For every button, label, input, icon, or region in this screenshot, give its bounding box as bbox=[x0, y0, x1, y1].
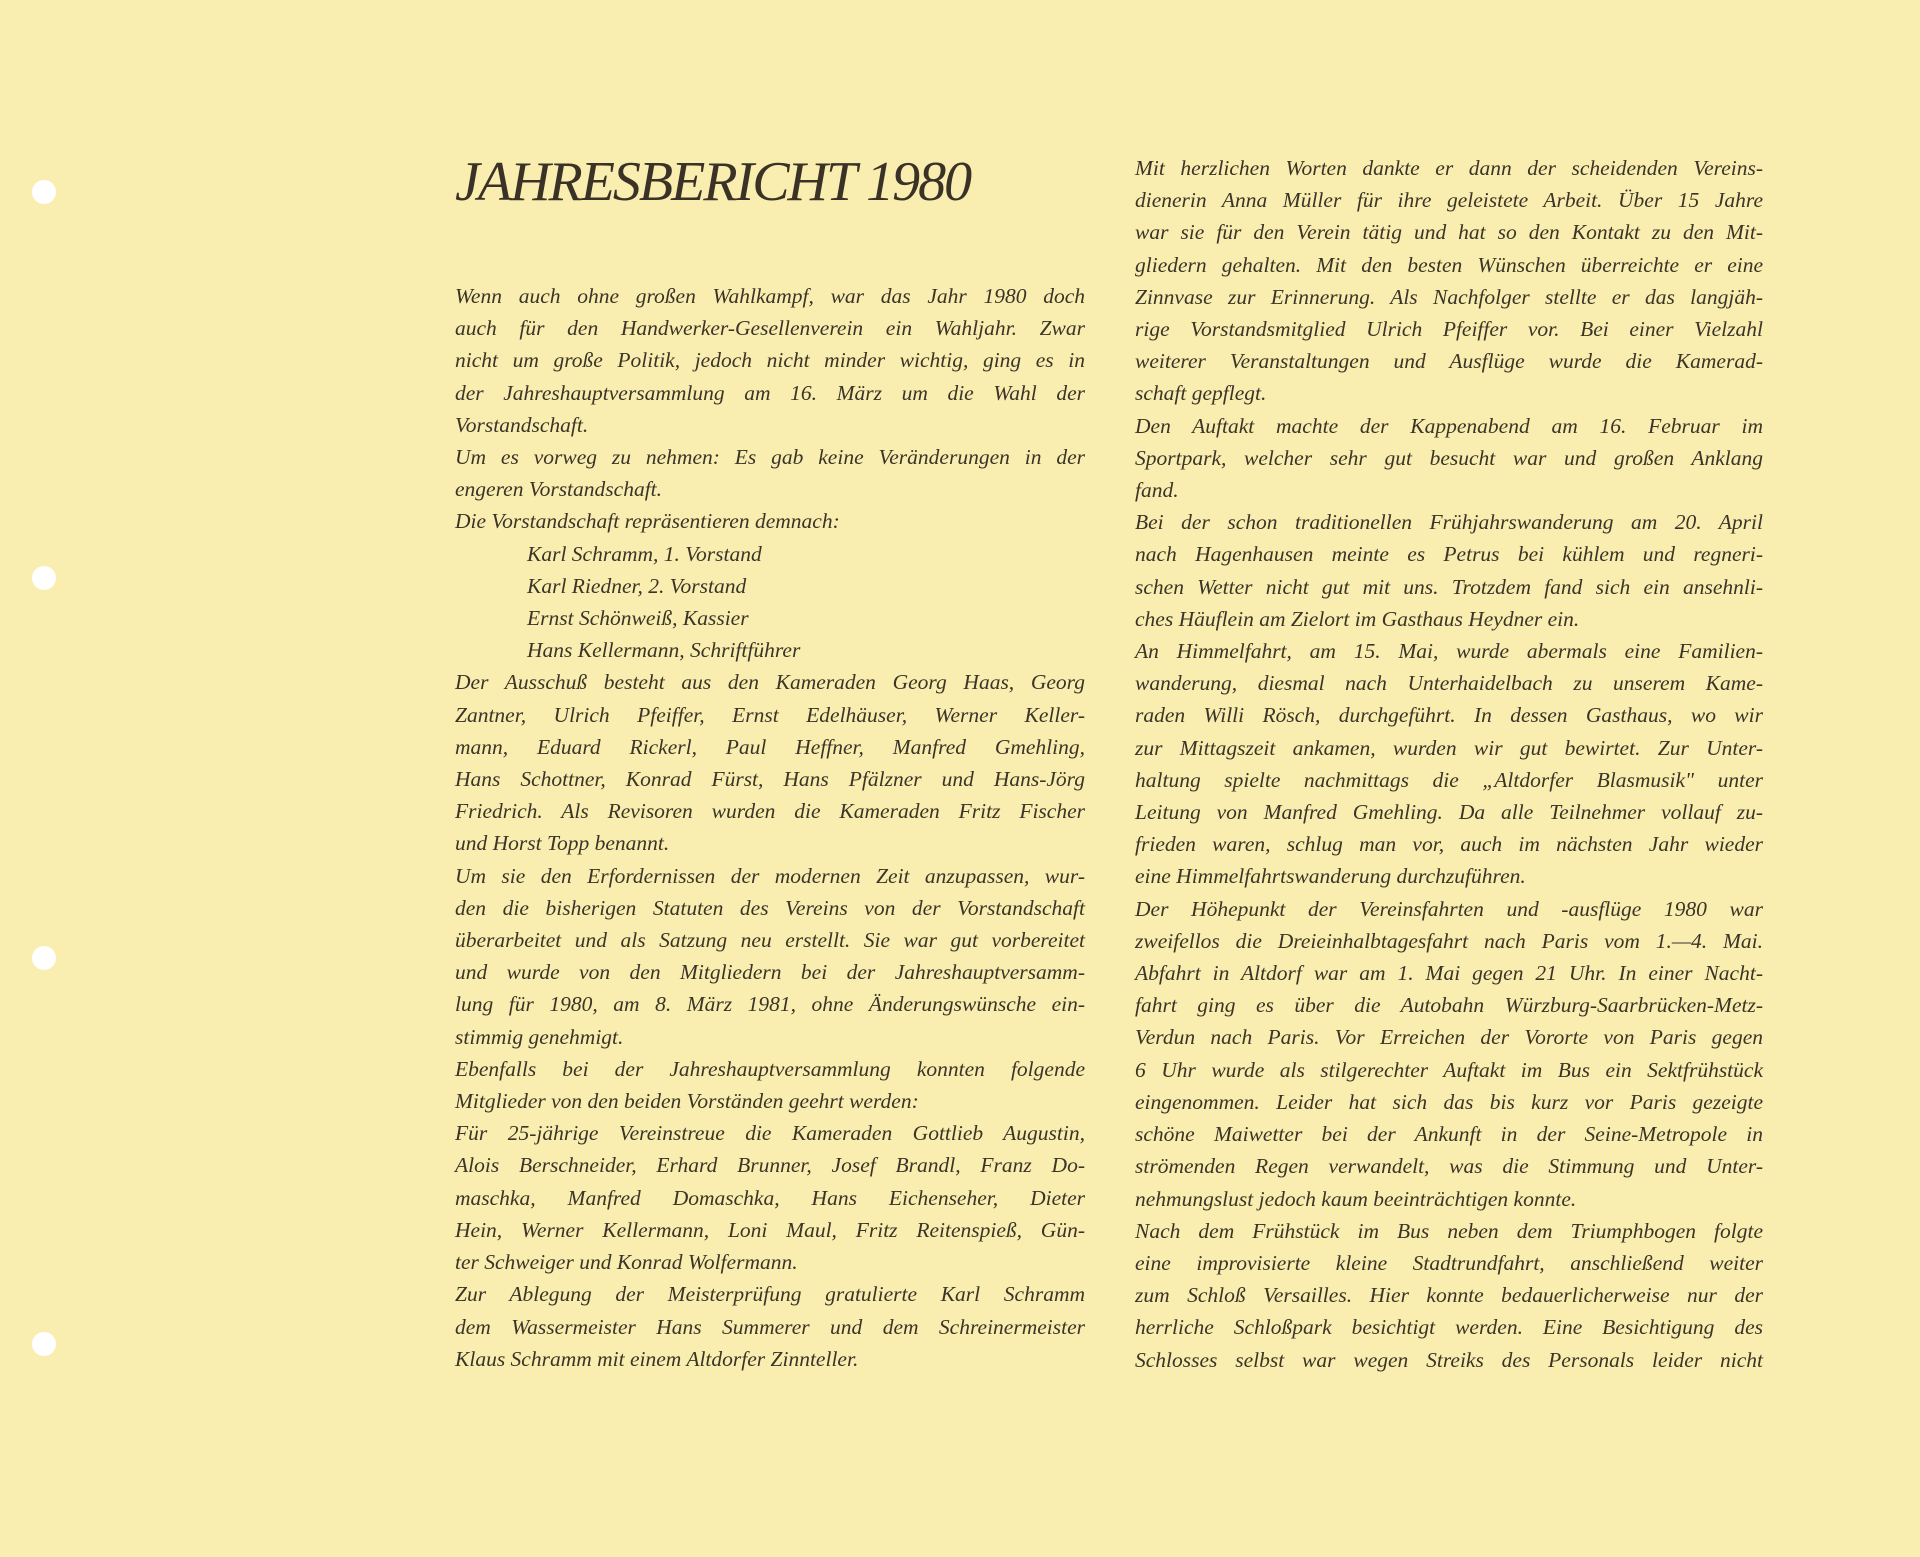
text-line: Ebenfalls bei der Jahreshauptversammlung konnten folgende bbox=[455, 1056, 1085, 1081]
text-line: Ernst Schönweiß, Kassier bbox=[527, 606, 749, 631]
text-line: haltung spielte nachmittags die „Altdorfer Blasmusik" unter bbox=[1135, 767, 1763, 792]
text-line: Verdun nach Paris. Vor Erreichen der Vororte von Paris gegen bbox=[1135, 1025, 1763, 1050]
text-line: zweifellos die Dreieinhalbtagesfahrt nach Paris vom 1.—4. Mai. bbox=[1135, 928, 1763, 953]
text-line: zur Mittagszeit ankamen, wurden wir gut bewirtet. Zur Unter- bbox=[1135, 735, 1763, 760]
text-line: war sie für den Verein tätig und hat so den Kontakt zu den Mit- bbox=[1135, 220, 1763, 245]
text-line: Zinnvase zur Erinnerung. Als Nachfolger stellte er das langjäh- bbox=[1135, 284, 1763, 309]
binder-hole bbox=[32, 180, 56, 204]
text-line: frieden waren, schlug man vor, auch im nächsten Jahr wieder bbox=[1135, 832, 1763, 857]
text-line: Die Vorstandschaft repräsentieren demnach: bbox=[455, 509, 840, 534]
text-line: Wenn auch ohne großen Wahlkampf, war das Jahr 1980 doch bbox=[455, 284, 1085, 308]
text-line: Abfahrt in Altdorf war am 1. Mai gegen 21 Uhr. In einer Nacht- bbox=[1135, 961, 1763, 986]
text-line: Alois Berschneider, Erhard Brunner, Josef Brandl, Franz Do- bbox=[455, 1153, 1085, 1178]
text-line: fahrt ging es über die Autobahn Würzburg-Saarbrücken-Metz- bbox=[1135, 993, 1763, 1018]
text-line: Leitung von Manfred Gmehling. Da alle Teilnehmer vollauf zu- bbox=[1135, 800, 1763, 825]
text-line: ches Häuflein am Zielort im Gasthaus Heydner ein. bbox=[1135, 606, 1580, 631]
text-line: raden Willi Rösch, durchgeführt. In dessen Gasthaus, wo wir bbox=[1135, 703, 1763, 728]
text-line: ter Schweiger und Konrad Wolfermann. bbox=[455, 1250, 798, 1275]
text-line: nicht um große Politik, jedoch nicht minder wichtig, ging es in bbox=[455, 348, 1085, 373]
text-line: gliedern gehalten. Mit den besten Wünschen überreichte er eine bbox=[1135, 252, 1763, 277]
text-line: Den Auftakt machte der Kappenabend am 16. Februar im bbox=[1135, 413, 1763, 438]
text-line: nehmungslust jedoch kaum beeinträchtigen konnte. bbox=[1135, 1186, 1577, 1211]
text-line: eine improvisierte kleine Stadtrundfahrt, anschließend weiter bbox=[1135, 1250, 1763, 1275]
text-line: strömenden Regen verwandelt, was die Stimmung und Unter- bbox=[1135, 1154, 1763, 1179]
text-line: stimmig genehmigt. bbox=[455, 1024, 624, 1049]
binder-hole bbox=[32, 1332, 56, 1356]
text-line: Zur Ablegung der Meisterprüfung gratulierte Karl Schramm bbox=[455, 1282, 1085, 1307]
text-line: Mit herzlichen Worten dankte er dann der scheidenden Vereins- bbox=[1135, 156, 1763, 180]
text-line: Der Ausschuß besteht aus den Kameraden Georg Haas, Georg bbox=[455, 670, 1085, 695]
text-line: schaft gepflegt. bbox=[1135, 381, 1267, 406]
left-column bbox=[455, 280, 1085, 1375]
text-line: Vorstandschaft. bbox=[455, 412, 589, 437]
text-line: Karl Schramm, 1. Vorstand bbox=[527, 541, 762, 566]
text-line: Der Höhepunkt der Vereinsfahrten und -ausflüge 1980 war bbox=[1135, 896, 1763, 921]
text-line: Hans Schottner, Konrad Fürst, Hans Pfälzner und Hans-Jörg bbox=[455, 767, 1085, 792]
text-line: Schlosses selbst war wegen Streiks des Personals leider nicht bbox=[1135, 1347, 1763, 1372]
text-line: wanderung, diesmal nach Unterhaidelbach zu unserem Kame- bbox=[1135, 671, 1763, 696]
text-line: den die bisherigen Statuten des Vereins von der Vorstandschaft bbox=[455, 895, 1085, 920]
text-line: Mitglieder von den beiden Vorständen geehrt werden: bbox=[455, 1089, 919, 1114]
text-line: Klaus Schramm mit einem Altdorfer Zinnteller. bbox=[455, 1346, 859, 1371]
text-line: Für 25-jährige Vereinstreue die Kameraden Gottlieb Augustin, bbox=[455, 1121, 1085, 1146]
text-line: eingenommen. Leider hat sich das bis kurz vor Paris gezeigte bbox=[1135, 1089, 1763, 1114]
right-column bbox=[1135, 152, 1763, 1376]
text-line: schen Wetter nicht gut mit uns. Trotzdem fand sich ein ansehnli- bbox=[1135, 574, 1763, 599]
page-title: JAHRESBERICHT 1980 bbox=[455, 151, 971, 213]
text-line: der Jahreshauptversammlung am 16. März um die Wahl der bbox=[455, 380, 1085, 405]
text-line: und Horst Topp benannt. bbox=[455, 831, 670, 856]
text-line: Bei der schon traditionellen Frühjahrswanderung am 20. April bbox=[1135, 510, 1763, 535]
text-line: dem Wassermeister Hans Summerer und dem Schreinermeister bbox=[455, 1314, 1085, 1339]
text-line: und wurde von den Mitgliedern bei der Jahreshauptversamm- bbox=[455, 960, 1085, 985]
text-line: nach Hagenhausen meinte es Petrus bei kühlem und regneri- bbox=[1135, 542, 1763, 567]
text-line: Zantner, Ulrich Pfeiffer, Ernst Edelhäuser, Werner Keller- bbox=[455, 702, 1085, 727]
text-line: rige Vorstandsmitglied Ulrich Pfeiffer vor. Bei einer Vielzahl bbox=[1135, 317, 1763, 342]
text-line: schöne Maiwetter bei der Ankunft in der Seine-Metropole in bbox=[1135, 1122, 1763, 1147]
text-line: engeren Vorstandschaft. bbox=[455, 477, 663, 502]
text-line: zum Schloß Versailles. Hier konnte bedauerlicherweise nur der bbox=[1135, 1283, 1763, 1308]
text-line: maschka, Manfred Domaschka, Hans Eichenseher, Dieter bbox=[455, 1185, 1085, 1210]
text-line: fand. bbox=[1135, 478, 1179, 503]
text-line: Um es vorweg zu nehmen: Es gab keine Veränderungen in der bbox=[455, 445, 1085, 470]
text-line: An Himmelfahrt, am 15. Mai, wurde abermals eine Familien- bbox=[1135, 639, 1763, 664]
text-line: Nach dem Frühstück im Bus neben dem Triumphbogen folgte bbox=[1135, 1218, 1763, 1243]
text-line: lung für 1980, am 8. März 1981, ohne Änderungswünsche ein- bbox=[455, 992, 1085, 1017]
text-line: weiterer Veranstaltungen und Ausflüge wurde die Kamerad- bbox=[1135, 349, 1763, 374]
text-line: Karl Riedner, 2. Vorstand bbox=[527, 573, 747, 598]
text-line: dienerin Anna Müller für ihre geleistete Arbeit. Über 15 Jahre bbox=[1135, 188, 1763, 213]
text-line: herrliche Schloßpark besichtigt werden. Eine Besichtigung des bbox=[1135, 1315, 1763, 1340]
text-line: 6 Uhr wurde als stilgerechter Auftakt im Bus ein Sektfrühstück bbox=[1135, 1057, 1763, 1082]
binder-hole bbox=[32, 946, 56, 970]
text-line: Hein, Werner Kellermann, Loni Maul, Fritz Reitenspieß, Gün- bbox=[455, 1217, 1085, 1242]
text-line: Um sie den Erfordernissen der modernen Zeit anzupassen, wur- bbox=[455, 863, 1085, 888]
text-line: mann, Eduard Rickerl, Paul Heffner, Manfred Gmehling, bbox=[455, 734, 1085, 759]
text-line: eine Himmelfahrtswanderung durchzuführen. bbox=[1135, 864, 1526, 889]
text-line: auch für den Handwerker-Gesellenverein ein Wahljahr. Zwar bbox=[455, 316, 1085, 341]
text-line: Friedrich. Als Revisoren wurden die Kameraden Fritz Fischer bbox=[455, 799, 1085, 824]
text-line: überarbeitet und als Satzung neu erstellt. Sie war gut vorbereitet bbox=[455, 928, 1085, 953]
text-line: Hans Kellermann, Schriftführer bbox=[527, 638, 801, 663]
text-line: Sportpark, welcher sehr gut besucht war und großen Anklang bbox=[1135, 445, 1763, 470]
binder-hole bbox=[32, 566, 56, 590]
